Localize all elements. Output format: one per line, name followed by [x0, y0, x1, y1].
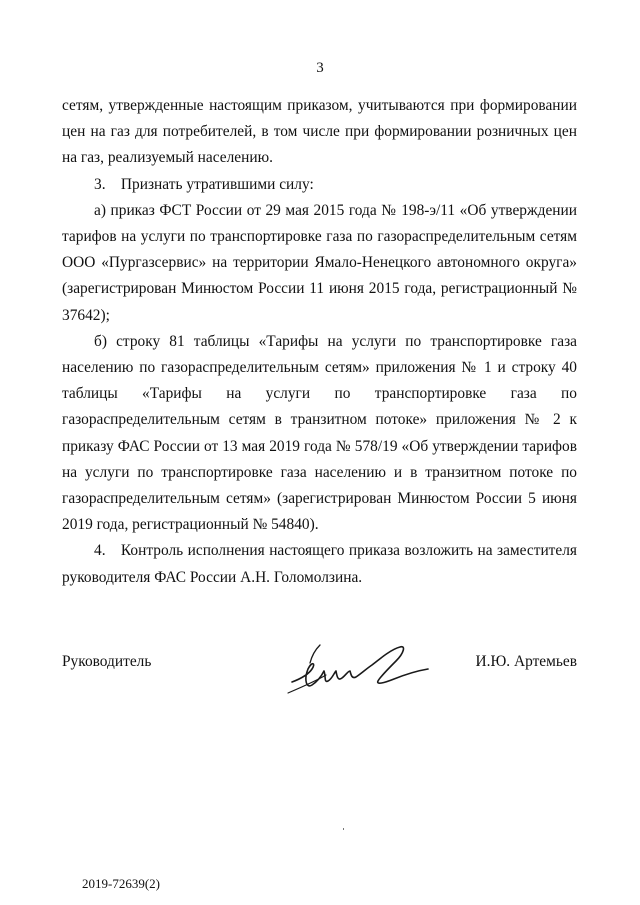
signer-title: Руководитель	[62, 653, 152, 670]
paragraph-continuation: сетям, утвержденные настоящим приказом, учитываются при формировании цен на газ для потребителей, в том числе при формировании розничных цен на газ, реализуемый населению.	[62, 97, 577, 167]
paragraph-item-4: 4. Контроль исполнения настоящего приказа возложить на заместителя руководителя ФАС России А.Н. Голомолзина.	[62, 542, 577, 586]
paragraph-item-3b: б) строку 81 таблицы «Тарифы на услуги по транспортировке газа населению по газораспределительным сетям» приложения № 1 и строку 40 таблицы «Тарифы на услуги по транспортировке газа по газораспределительным сетям в транзитном потоке» приложения № 2 к приказу ФАС России от 13 мая 2019 года № 578/19 «Об утверждении тарифов на услуги по транспортировке газа населению и в транзитном потоке по газораспределительным сетям» (зарегистрирован Минюстом России 5 июня 2019 года, регистрационный № 54840).	[62, 332, 577, 534]
signer-name: И.Ю. Артемьев	[475, 653, 577, 670]
document-code: 2019-72639(2)	[82, 876, 160, 891]
paragraph-item-3a: а) приказ ФСТ России от 29 мая 2015 года № 198-э/11 «Об утверждении тарифов на услуги по транспортировке газа по газораспределительным сетям ООО «Пургазсервис» на территории Ямало-Ненецкого автономного округа» (зарегистрирован Минюстом России 11 июня 2015 года, регистрационный № 37642);	[62, 201, 577, 324]
scan-speck	[343, 828, 344, 830]
document-body	[62, 93, 577, 591]
handwritten-signature	[282, 635, 432, 700]
page-number: 3	[316, 60, 324, 76]
paragraph-item-3: 3. Признать утратившими силу:	[94, 175, 314, 193]
signature-block	[62, 653, 577, 693]
